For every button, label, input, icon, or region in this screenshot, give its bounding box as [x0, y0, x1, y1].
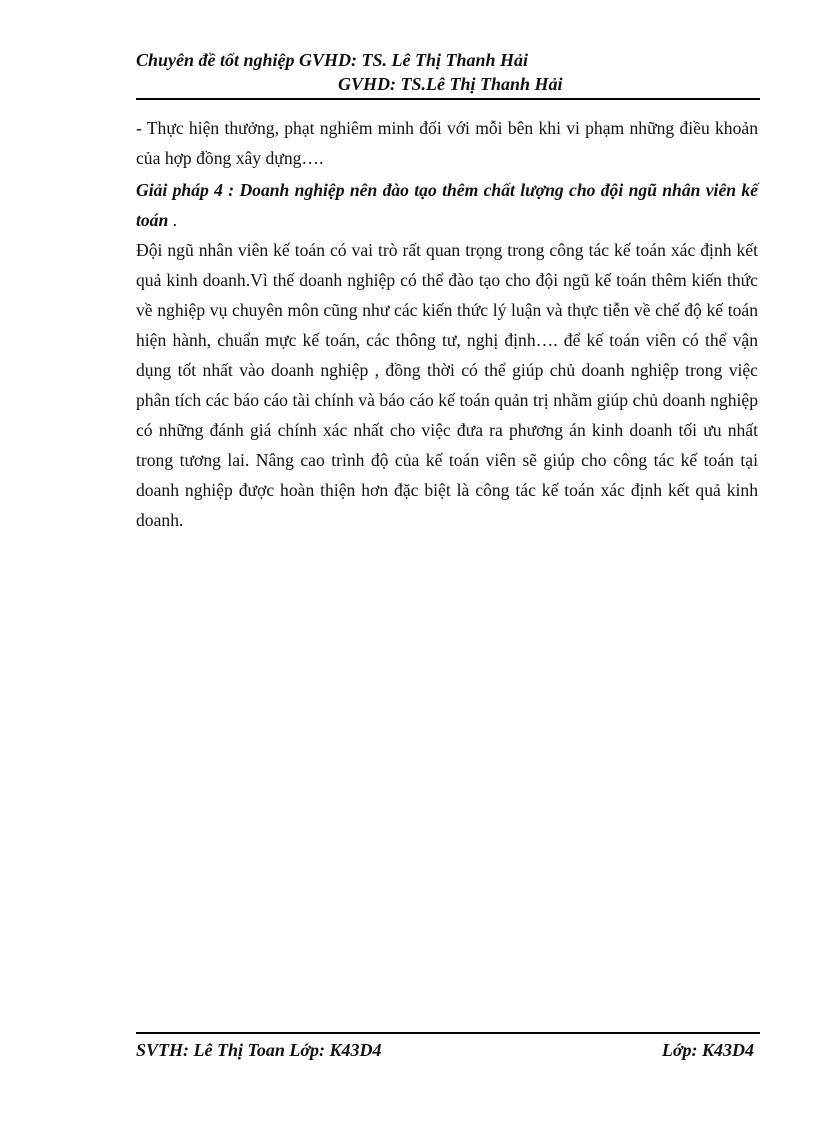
- header-title: Chuyên đề tốt nghiệp GVHD: TS. Lê Thị Thanh Hải: [136, 50, 529, 70]
- page-header: [136, 48, 760, 96]
- footer-divider: [136, 1032, 760, 1034]
- paragraph-accounting-staff: Đội ngũ nhân viên kế toán có vai trò rất quan trọng trong công tác kế toán xác định kết quả kinh doanh.Vì thế doanh nghiệp có thể đào tạo cho đội ngũ kế toán thêm kiến thức về nghiệp vụ chuyên môn cũng như các kiến thức lý luận và thực tiễn về chế độ kế toán hiện hành, chuẩn mực kế toán, các thông tư, nghị định…. để kế toán viên có thể vận dụng tốt nhất vào doanh nghiệp , đồng thời có thể giúp chủ doanh nghiệp trong việc phân tích các báo cáo tài chính và báo cáo kế toán quản trị nhằm giúp chủ doanh nghiệp có những đánh giá chính xác nhất cho việc đưa ra phương án kinh doanh tối ưu nhất trong tương lai. Nâng cao trình độ của kế toán viên sẽ giúp cho công tác kế toán tại doanh nghiệp được hoàn thiện hơn đặc biệt là công tác kế toán xác định kết quả kinh doanh.: [136, 240, 758, 530]
- header-divider: [136, 98, 760, 100]
- solution-heading: [136, 175, 758, 235]
- body-content: [136, 113, 758, 535]
- solution-heading-trail: .: [168, 210, 178, 230]
- paragraph-reward-penalty: - Thực hiện thưởng, phạt nghiêm minh đối với mỗi bên khi vi phạm những điều khoản của hợp đồng xây dựng….: [136, 118, 758, 168]
- footer-student: SVTH: Lê Thị Toan Lớp: K43D4: [136, 1040, 382, 1060]
- solution-heading-text: Giải pháp 4 : Doanh nghiệp nên đào tạo thêm chất lượng cho đội ngũ nhân viên kế toán: [136, 180, 758, 230]
- header-supervisor: GVHD: TS.Lê Thị Thanh Hải: [338, 74, 563, 94]
- footer-class: Lớp: K43D4: [661, 1040, 754, 1060]
